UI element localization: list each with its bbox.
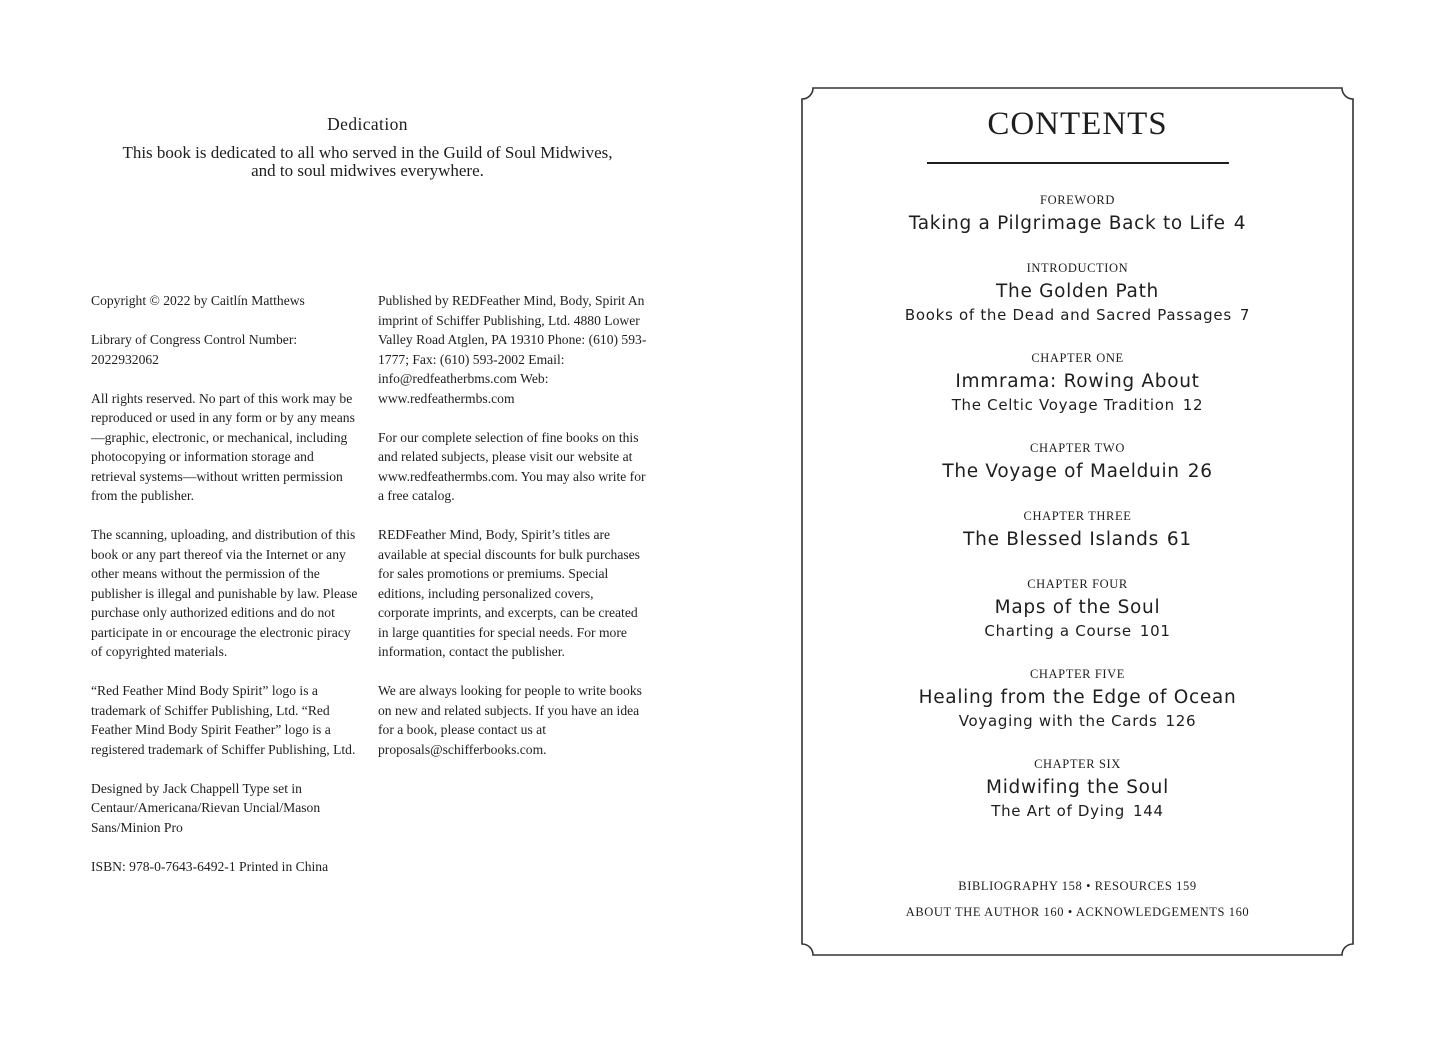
entry-page: 12 [1182, 396, 1204, 414]
toc-entry-chapter-four [803, 576, 1352, 642]
design-credits: Designed by Jack Chappell Type set in Centaur/Americana/Rievan Uncial/Mason Sans/Minion Pro [91, 780, 321, 835]
toc-entry-chapter-three [803, 508, 1352, 552]
entry-subtitle [803, 304, 1352, 326]
dedication-heading: Dedication [327, 114, 408, 134]
entry-subtitle [803, 620, 1352, 642]
entry-title: Maps of the Soul [994, 597, 1161, 618]
entry-label: CHAPTER THREE [1023, 509, 1132, 523]
entry-label: INTRODUCTION [1026, 261, 1129, 275]
trademark-notice: “Red Feather Mind Body Spirit” logo is a trademark of Schiffer Publishing, Ltd. “Red Feather Mind Body Spirit Feather” logo is a registered trademark of Schiffer Publishing, Ltd. [91, 683, 356, 757]
entry-subtitle-text: Books of the Dead and Sacred Passages [904, 306, 1232, 324]
entry-title: Midwifing the Soul [986, 777, 1169, 798]
toc [803, 192, 1352, 846]
special-sales: REDFeather Mind, Body, Spirit’s titles are available at special discounts for bulk purchases for sales promotions or premiums. Special editions, including personalized covers, corporate imprints, and excerpts, can be created in large quantities for special needs. For more information, contact the publisher. [378, 527, 640, 659]
authors-wanted: We are always looking for people to write books on new and related subjects. If you have an idea for a book, please contact us at proposals@schifferbooks.com. [378, 683, 642, 757]
entry-subtitle-text: Charting a Course [984, 622, 1132, 640]
entry-subtitle-text: The Art of Dying [991, 802, 1126, 820]
copyright-column [91, 291, 359, 896]
entry-subtitle [803, 800, 1352, 822]
entry-subtitle [803, 394, 1352, 416]
entry-page: 101 [1139, 622, 1171, 640]
toc-entry-chapter-five [803, 666, 1352, 732]
entry-title-text: The Blessed Islands [963, 529, 1159, 550]
entry-subtitle [803, 710, 1352, 732]
contents-title: CONTENTS [987, 106, 1168, 142]
entry-title [803, 212, 1352, 236]
title-rule [927, 162, 1229, 164]
piracy-notice: The scanning, uploading, and distribution of this book or any part thereof via the Internet or any other means without the permission of the publisher is illegal and punishable by law. Please purchase only authorized editions and do not participate in or encourage the electronic piracy of copyrighted materials. [91, 527, 358, 659]
entry-page: 126 [1165, 712, 1197, 730]
publisher-address: Published by REDFeather Mind, Body, Spirit An imprint of Schiffer Publishing, Ltd. 4880 Lower Valley Road Atglen, PA 19310 Phone: (610) 593-1777; Fax: (610) 593-2002 Email: info@redfeatherbms.com Web: www.redfeathermbs.com [378, 293, 647, 406]
back-matter-line: BIBLIOGRAPHY 158 • RESOURCES 159 [958, 879, 1197, 893]
entry-title [803, 460, 1352, 484]
entry-title-text: The Voyage of Maelduin [942, 461, 1180, 482]
publisher-column [378, 291, 648, 779]
entry-page: 7 [1239, 306, 1251, 324]
lccn: Library of Congress Control Number: 2022932062 [91, 332, 298, 367]
dedication [120, 114, 615, 180]
dedication-text: This book is dedicated to all who served in the Guild of Soul Midwives, and to soul midwives everywhere. [122, 143, 613, 180]
entry-title [803, 528, 1352, 552]
isbn: ISBN: 978-0-7643-6492-1 Printed in China [91, 858, 329, 874]
entry-label: CHAPTER SIX [1034, 757, 1121, 771]
entry-page: 26 [1187, 461, 1213, 482]
entry-title: Immrama: Rowing About [955, 371, 1200, 392]
entry-label: CHAPTER FIVE [1029, 667, 1126, 681]
back-matter-line: ABOUT THE AUTHOR 160 • ACKNOWLEDGEMENTS 160 [905, 905, 1250, 919]
entry-subtitle-text: The Celtic Voyage Tradition [951, 396, 1175, 414]
toc-entry-foreword [803, 192, 1352, 236]
entry-label: FOREWORD [1040, 193, 1115, 207]
entry-title: The Golden Path [996, 281, 1159, 302]
entry-page: 61 [1166, 529, 1192, 550]
toc-entry-chapter-one [803, 350, 1352, 416]
entry-subtitle-text: Voyaging with the Cards [958, 712, 1158, 730]
entry-label: CHAPTER ONE [1031, 351, 1124, 365]
copyright-line: Copyright © 2022 by Caitlín Matthews [91, 293, 305, 308]
entry-label: CHAPTER TWO [1030, 441, 1125, 455]
entry-page: 4 [1233, 213, 1247, 234]
toc-entry-chapter-two [803, 440, 1352, 484]
entry-title-text: Taking a Pilgrimage Back to Life [908, 213, 1226, 234]
toc-entry-chapter-six [803, 756, 1352, 822]
toc-entry-introduction [803, 260, 1352, 326]
entry-label: CHAPTER FOUR [1027, 577, 1128, 591]
catalog-notice: For our complete selection of fine books on this and related subjects, please visit our website at www.redfeathermbs.com. You may also write for a free catalog. [378, 429, 646, 503]
rights-reserved: All rights reserved. No part of this work may be reproduced or used in any form or by any means—graphic, electronic, or mechanical, including photocopying or information storage and retrieval systems—without written permission from the publisher. [91, 390, 355, 503]
entry-page: 144 [1133, 802, 1164, 820]
entry-title: Healing from the Edge of Ocean [918, 687, 1237, 708]
